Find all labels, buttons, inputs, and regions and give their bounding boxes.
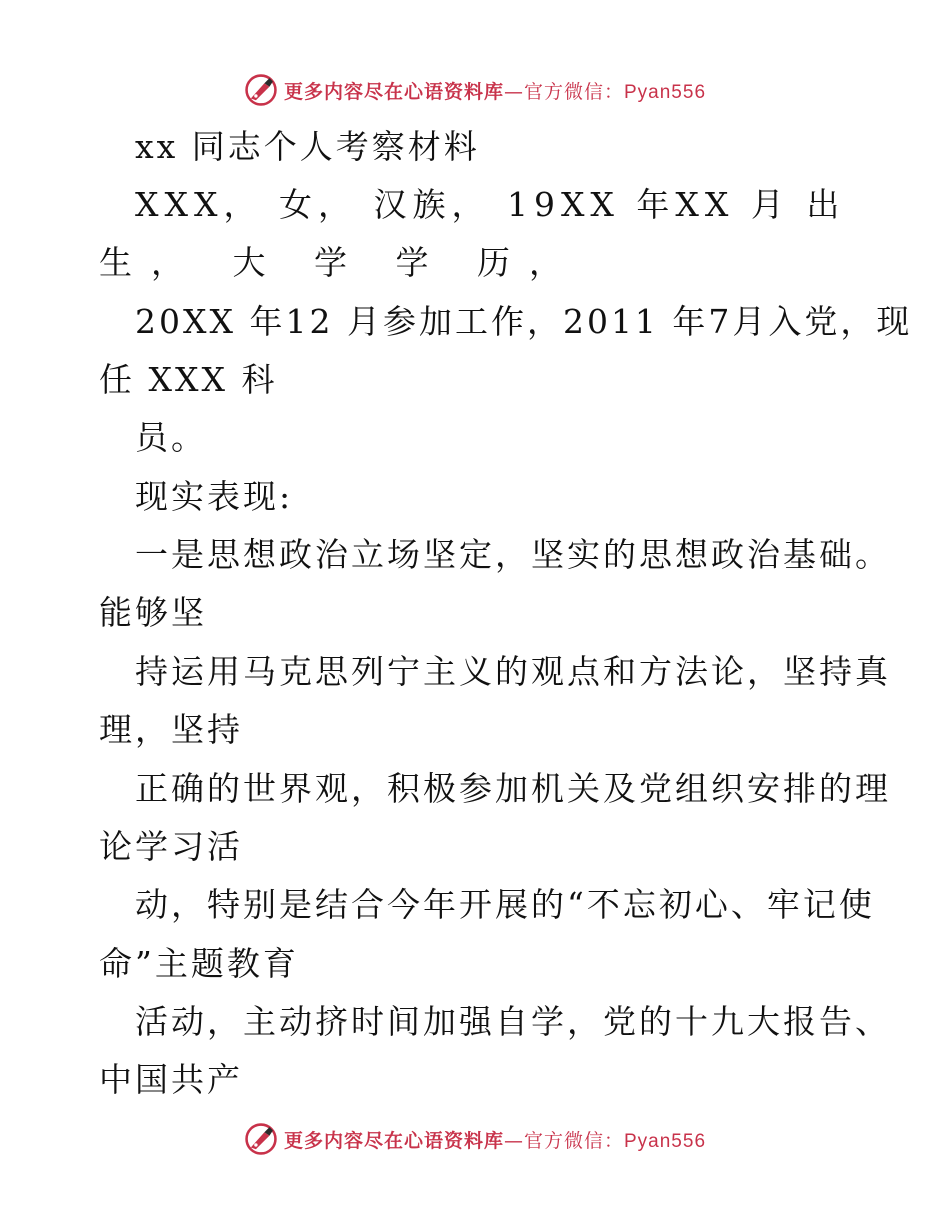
text-line: 一是思想政治立场坚定，坚实的思想政治基础。 — [135, 535, 891, 574]
fountain-pen-logo-icon — [244, 1122, 278, 1156]
text-line: 20XX 年12 月参加工作，2011 年7月入党，现 — [135, 302, 913, 341]
header-watermark-banner — [0, 70, 950, 110]
watermark-dash: — — [503, 1129, 524, 1152]
watermark-text — [284, 77, 706, 104]
watermark-wechat-id: Pyan556 — [624, 81, 707, 103]
text-line: 正确的世界观，积极参加机关及党组织安排的理 — [135, 769, 891, 808]
text-line: 论学习活 — [99, 827, 243, 866]
text-line: 动，特别是结合今年开展的“不忘初心、牢记使 — [135, 885, 875, 924]
watermark-dash: — — [503, 80, 524, 103]
fountain-pen-logo-icon — [244, 73, 278, 107]
footer-watermark-banner — [0, 1119, 950, 1159]
text-line: 员。 — [135, 418, 207, 457]
text-line: 中国共产 — [99, 1060, 243, 1099]
text-line: 理，坚持 — [99, 710, 243, 749]
section-heading: 现实表现: — [135, 477, 294, 516]
text-line: 命”主题教育 — [99, 944, 299, 983]
watermark-wechat-label: 官方微信： — [523, 1129, 624, 1152]
text-line: XXX， 女， 汉族， 19XX 年XX 月 出 — [135, 185, 846, 224]
watermark-wechat-id: Pyan556 — [624, 1130, 707, 1152]
text-line: 活动，主动挤时间加强自学，党的十九大报告、 — [135, 1002, 891, 1041]
watermark-text — [284, 1126, 706, 1153]
text-line: 能够坚 — [99, 593, 207, 632]
document-title: xx 同志个人考察材料 — [135, 127, 480, 166]
text-line: 生， 大 学 学 历， — [99, 243, 581, 282]
watermark-brand: 更多内容尽在心语资料库 — [283, 1129, 504, 1152]
watermark-brand: 更多内容尽在心语资料库 — [283, 80, 504, 103]
watermark-wechat-label: 官方微信： — [523, 80, 624, 103]
text-line: 持运用马克思列宁主义的观点和方法论，坚持真 — [135, 652, 891, 691]
text-line: 任 XXX 科 — [99, 360, 278, 399]
